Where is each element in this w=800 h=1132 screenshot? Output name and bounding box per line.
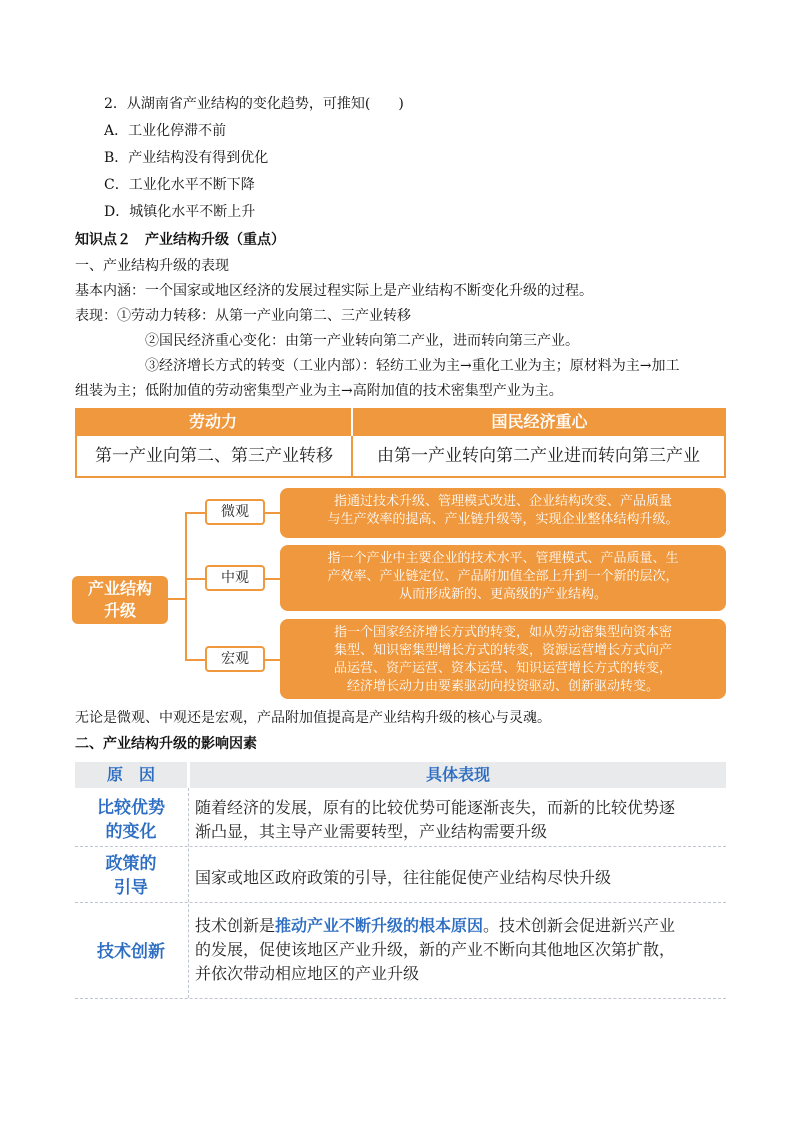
level-micro: 微观 [205, 499, 265, 525]
column-divider [188, 788, 189, 998]
effect-policy-guidance [195, 866, 723, 890]
effect-tech-innovation [195, 914, 723, 986]
connector-macro-desc [265, 659, 280, 661]
level-macro: 宏观 [205, 646, 265, 672]
table1-cell-labor: 第一产业向第二、第三产业转移 [75, 436, 353, 478]
effect-text: 技术创新是 [195, 916, 276, 935]
connector-meso [185, 578, 205, 580]
table1-header-labor: 劳动力 [75, 408, 351, 436]
macro-desc-line: 指一个国家经济增长方式的转变，如从劳动密集型向资本密 [333, 625, 672, 640]
table1-cell-economy: 由第一产业转向第二产业进而转向第三产业 [351, 436, 726, 478]
connector-micro-desc [265, 512, 280, 514]
table2-header-cause: 原 因 [75, 762, 187, 788]
row-divider [75, 902, 726, 903]
macro-desc-line: 经济增长动力由要素驱动向投资驱动、创新驱动转变。 [346, 679, 659, 694]
basic-meaning: 基本内涵：一个国家或地区经济的发展过程实际上是产业结构不断变化升级的过程。 [75, 283, 593, 299]
row-divider [75, 846, 726, 847]
cause-line: 比较优势 [97, 798, 165, 818]
effect-text: 。技术创新会促进新兴产业 [483, 916, 676, 935]
section-title: 知识点２ 产业结构升级（重点） [75, 232, 285, 248]
level-meso: 中观 [205, 565, 265, 591]
option-b: B．产业结构没有得到优化 [104, 150, 269, 166]
connector-meso-desc [265, 578, 280, 580]
meso-desc-line: 指一个产业中主要企业的技术水平、管理模式、产品质量、生 [327, 551, 679, 566]
cause-policy-guidance [75, 852, 187, 900]
performance-1: 表现：①劳动力转移：从第一产业向第二、三产业转移 [75, 308, 411, 324]
cause-line: 引导 [114, 878, 148, 898]
effect-line: 的发展，促使该地区产业升级，新的产业不断向其他地区次第扩散， [195, 940, 676, 959]
industry-upgrade-box [72, 576, 168, 624]
option-c: C．工业化水平不断下降 [104, 177, 255, 193]
factors-table [75, 762, 726, 998]
performance-2: ②国民经济重心变化：由第一产业转向第二产业，进而转向第三产业。 [145, 333, 579, 349]
connector-main [168, 598, 186, 600]
macro-desc-line: 集型、知识密集型增长方式的转变，资源运营增长方式向产 [333, 643, 672, 658]
effect-line [195, 914, 723, 938]
micro-desc-line: 指通过技术升级、管理模式改进、企业结构改变、产品质量 [333, 494, 672, 509]
option-d: D．城镇化水平不断上升 [104, 204, 256, 220]
effect-line: 渐凸显，其主导产业需要转型，产业结构需要升级 [195, 822, 548, 841]
effect-line: 随着经济的发展，原有的比较优势可能逐渐丧失，而新的比较优势逐 [195, 798, 676, 817]
option-a: A．工业化停滞不前 [104, 123, 227, 139]
main-label-line2: 升级 [103, 601, 136, 620]
connector-trunk [185, 512, 187, 660]
performance-3b: 组装为主；低附加值的劳动密集型产业为主→高附加值的技术密集型产业为主。 [75, 383, 563, 399]
labor-economy-table [75, 408, 726, 478]
effect-line: 国家或地区政府政策的引导，往往能促使产业结构尽快升级 [195, 868, 612, 887]
table2-header-detail: 具体表现 [190, 762, 726, 788]
highlight-root-cause: 推动产业不断升级的根本原因 [275, 916, 484, 935]
subheading-2: 二、产业结构升级的影响因素 [75, 736, 257, 752]
row-divider [75, 998, 726, 999]
main-label-line1: 产业结构 [87, 579, 152, 598]
micro-desc-line: 与生产效率的提高、产业链升级等，实现企业整体结构升级。 [327, 512, 679, 527]
question-stem: 2．从湖南省产业结构的变化趋势，可推知( ) [104, 96, 404, 112]
connector-micro [185, 512, 205, 514]
connector-macro [185, 659, 205, 661]
cause-tech-innovation: 技术创新 [97, 942, 165, 962]
subheading-1: 一、产业结构升级的表现 [75, 258, 229, 274]
table1-header-economy: 国民经济重心 [353, 408, 726, 436]
macro-desc-line: 品运营、资产运营、资本运营、知识运营增长方式的转变， [333, 661, 672, 676]
meso-desc-line: 从而形成新的、更高级的产业结构。 [398, 587, 607, 602]
effect-line: 并依次带动相应地区的产业升级 [195, 964, 420, 983]
meso-desc-line: 产效率、产业链定位、产品附加值全部上升到一个新的层次， [327, 569, 679, 584]
meso-description [280, 545, 726, 611]
summary-text: 无论是微观、中观还是宏观，产品附加值提高是产业结构升级的核心与灵魂。 [75, 710, 551, 726]
cause-comparative-advantage [75, 796, 187, 844]
micro-description [280, 488, 726, 538]
cause-line: 的变化 [105, 822, 157, 842]
macro-description [280, 619, 726, 699]
performance-3a: ③经济增长方式的转变（工业内部）：轻纺工业为主→重化工业为主；原材料为主→加工 [145, 358, 680, 374]
cause-line: 政策的 [105, 854, 157, 874]
effect-comparative-advantage [195, 796, 723, 844]
